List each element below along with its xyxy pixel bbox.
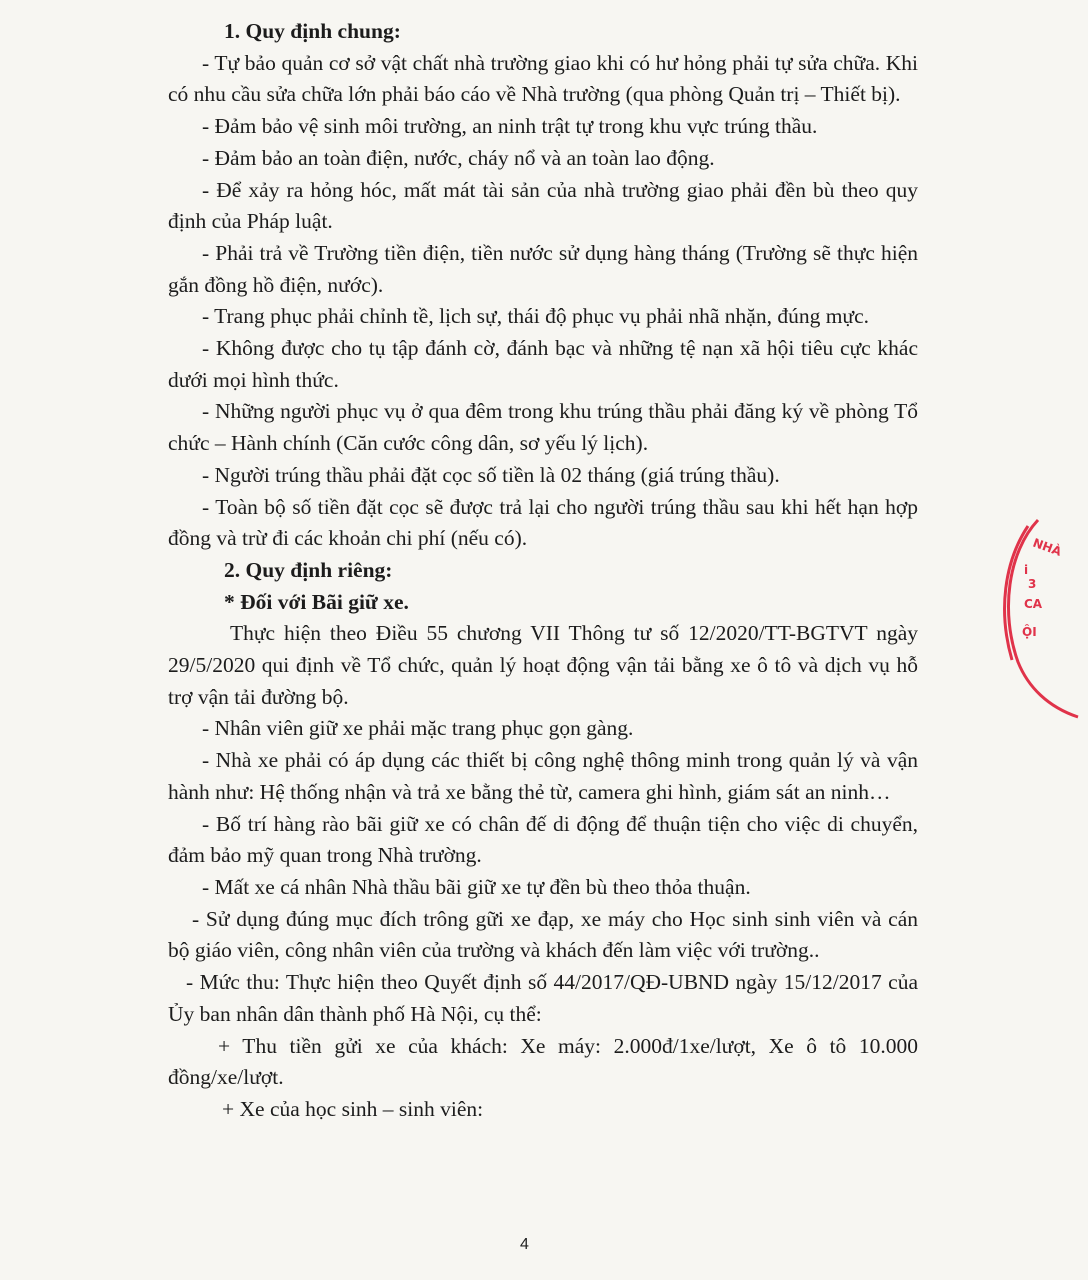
section1-item-5: - Phải trả về Trường tiền điện, tiền nước sử dụng hàng tháng (Trường sẽ thực hiện gắn đồng hồ điện, nước). [168,240,918,297]
document-body [168,16,918,1126]
section2-subheading: * Đối với Bãi giữ xe. [224,589,409,614]
seal-stamp-icon [998,512,1088,722]
section1-item-7: - Không được cho tụ tập đánh cờ, đánh bạc và những tệ nạn xã hội tiêu cực khác dưới mọi hình thức. [168,336,918,392]
section1-item-9: - Người trúng thầu phải đặt cọc số tiền là 02 tháng (giá trúng thầu). [202,462,780,487]
section1-item-4: - Để xảy ra hỏng hóc, mất mát tài sản của nhà trường giao phải đền bù theo quy định của Pháp luật. [168,177,918,234]
fee-item-2: + Xe của học sinh – sinh viên: [222,1096,484,1121]
section1-item-8: - Những người phục vụ ở qua đêm trong khu trúng thầu phải đăng ký về phòng Tổ chức – Hành chính (Căn cước công dân, sơ yếu lý lịch). [168,399,918,456]
section2-item-3: - Bố trí hàng rào bãi giữ xe có chân đế di động để thuận tiện cho việc di chuyển, đảm bảo mỹ quan trong Nhà trường. [168,811,918,868]
page-number: 4 [520,1236,529,1253]
svg-text:i: i [1024,563,1029,577]
section2-item-1: - Nhân viên giữ xe phải mặc trang phục gọn gàng. [202,716,634,741]
section1-item-2: - Đảm bảo vệ sinh môi trường, an ninh trật tự trong khu vực trúng thầu. [202,114,818,139]
section1-heading: 1. Quy định chung: [224,19,401,43]
section2-item-5: - Sử dụng đúng mục đích trông gữi xe đạp, xe máy cho Học sinh sinh viên và cán bộ giáo viên, công nhân viên của trường và khách đến làm việc với trường.. [168,906,918,963]
section1-item-1: - Tự bảo quản cơ sở vật chất nhà trường giao khi có hư hỏng phải tự sửa chữa. Khi có nhu cầu sửa chữa lớn phải báo cáo về Nhà trường (qua phòng Quản trị – Thiết bị). [168,50,918,107]
section1-item-3: - Đảm bảo an toàn điện, nước, cháy nổ và an toàn lao động. [202,145,715,170]
svg-text:CA: CA [1024,597,1043,611]
section2-heading: 2. Quy định riêng: [224,557,393,582]
section1-item-10: - Toàn bộ số tiền đặt cọc sẽ được trả lại cho người trúng thầu sau khi hết hạn hợp đồng và trừ đi các khoản chi phí (nếu có). [168,494,918,551]
section2-intro: Thực hiện theo Điều 55 chương VII Thông tư số 12/2020/TT-BGTVT ngày 29/5/2020 qui định về Tổ chức, quản lý hoạt động vận tải bằng xe ô tô và dịch vụ hỗ trợ vận tải đường bộ. [168,621,918,709]
section1-item-6: - Trang phục phải chỉnh tề, lịch sự, thái độ phục vụ phải nhã nhặn, đúng mực. [202,304,870,329]
section2-item-4: - Mất xe cá nhân Nhà thầu bãi giữ xe tự đền bù theo thỏa thuận. [202,874,751,899]
section2-item-6: - Mức thu: Thực hiện theo Quyết định số 44/2017/QĐ-UBND ngày 15/12/2017 của Ủy ban nhân dân thành phố Hà Nội, cụ thể: [168,970,918,1026]
svg-text:3: 3 [1028,577,1037,591]
svg-text:ỘI: ỘI [1022,625,1037,639]
fee-item-1: + Thu tiền gửi xe của khách: Xe máy: 2.000đ/1xe/lượt, Xe ô tô 10.000 đồng/xe/lượt. [168,1033,918,1090]
svg-text:NHÀ: NHÀ [1030,535,1064,559]
section2-item-2: - Nhà xe phải có áp dụng các thiết bị công nghệ thông minh trong quản lý và vận hành như: Hệ thống nhận và trả xe bằng thẻ từ, camera ghi hình, giám sát an ninh… [168,748,918,804]
